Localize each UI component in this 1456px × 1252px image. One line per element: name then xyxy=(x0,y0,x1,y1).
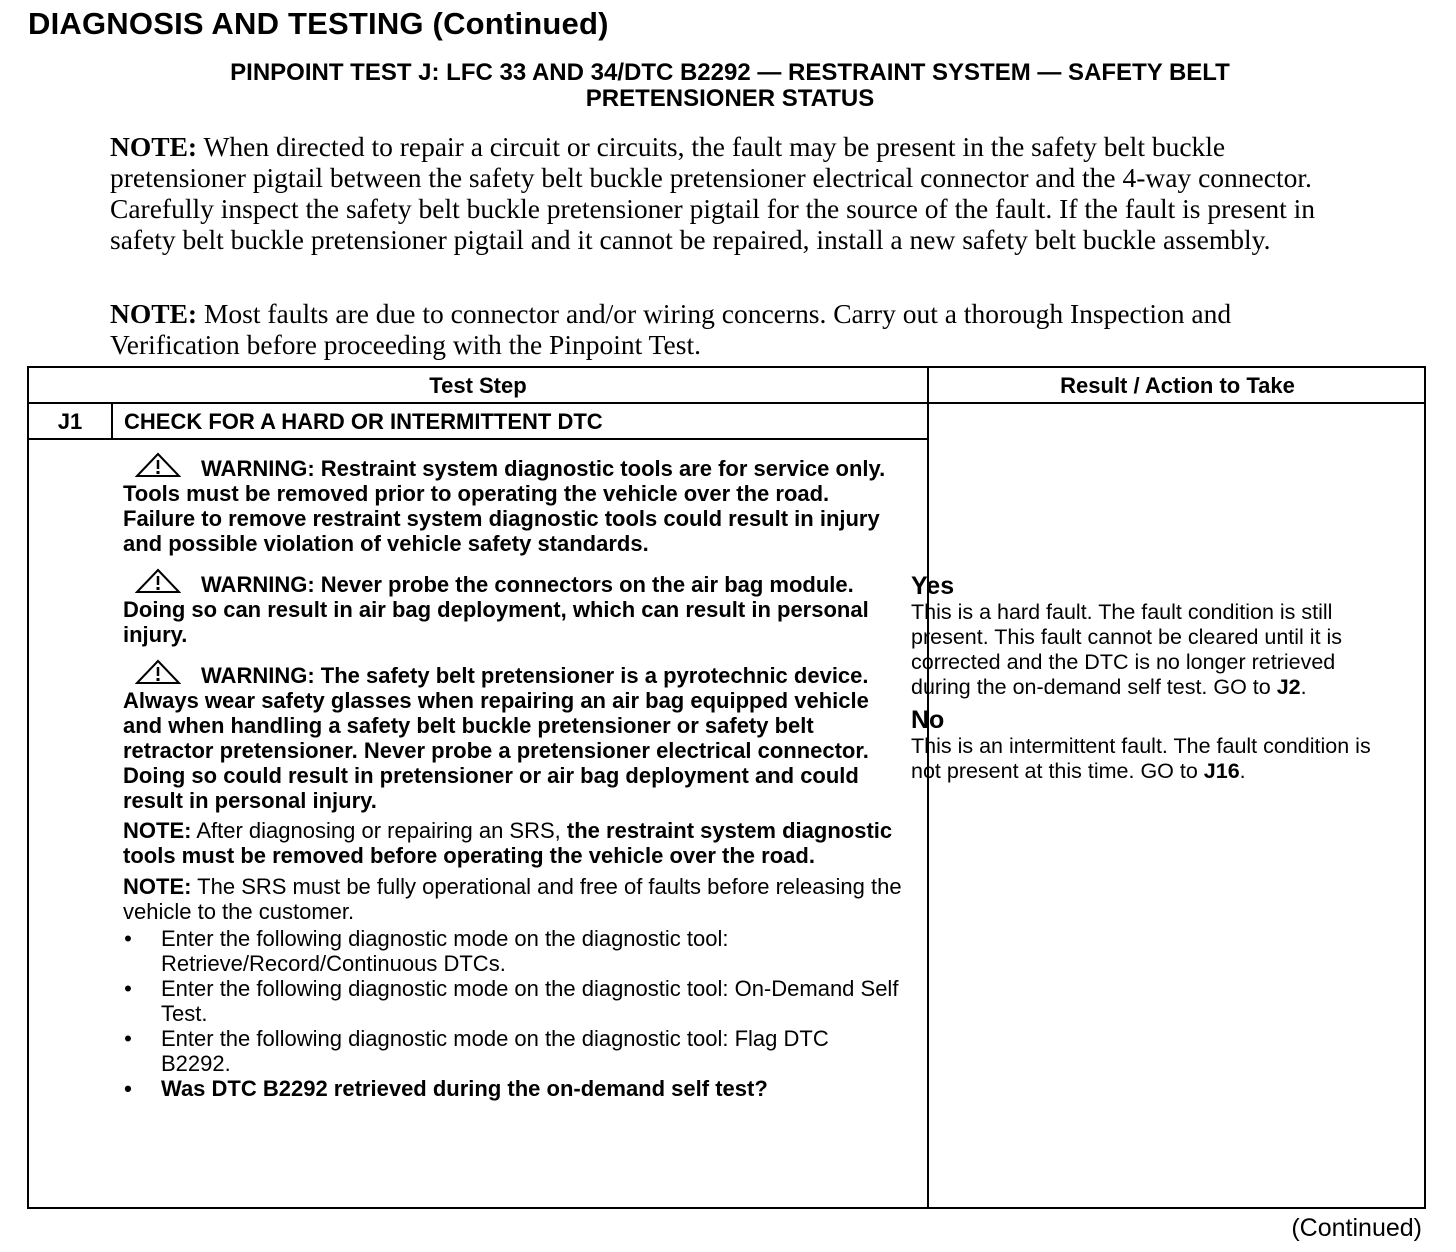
goto-j16-link[interactable]: J16 xyxy=(1203,759,1240,783)
note-connector-concerns xyxy=(110,298,1350,360)
column-header-result: Result / Action to Take xyxy=(1060,373,1295,398)
note-label: NOTE: xyxy=(110,298,198,329)
warning-text: WARNING: The safety belt pretensioner is a pyrotechnic device. Always wear safety glasses when repairing an air bag equipped vehicle and when handling a safety belt buckle pretensioner or safety belt retractor pretensioner. Never probe a pretensioner electrical connector. Doing so could result in pretensioner or air bag deployment and could result in personal injury. xyxy=(123,663,869,813)
step-id: J1 xyxy=(57,409,83,434)
note-repair-circuit xyxy=(110,131,1350,255)
note-label: NOTE: xyxy=(123,874,192,899)
warning-probe-connectors xyxy=(123,568,903,647)
warning-triangle-icon xyxy=(135,659,181,685)
note-text: When directed to repair a circuit or circuits, the fault may be present in the safety belt buckle pretensioner pigtail between the safety belt buckle pretensioner electrical connector and the 4-way connector. Carefully inspect the safety belt buckle pretensioner pigtail for the source of the fault. If the fault is present in safety belt buckle pretensioner pigtail and it cannot be repaired, install a new safety belt buckle assembly. xyxy=(110,131,1316,255)
test-title-line1: PINPOINT TEST J: LFC 33 AND 34/DTC B2292 — RESTRAINT SYSTEM — SAFETY BELT xyxy=(230,59,1230,86)
bullet-icon: • xyxy=(124,1026,132,1051)
instruction-text: Enter the following diagnostic mode on the diagnostic tool: On-Demand Self Test. xyxy=(161,976,899,1026)
step-body xyxy=(123,452,903,1101)
warning-triangle-icon xyxy=(135,452,181,478)
bullet-icon: • xyxy=(124,926,132,951)
answer-yes-label: Yes xyxy=(911,572,955,600)
test-title-line2: PRETENSIONER STATUS xyxy=(585,85,875,112)
answer-no-text xyxy=(911,734,1395,784)
pinpoint-test-title xyxy=(60,60,1400,112)
step-id-divider xyxy=(111,402,113,440)
list-item xyxy=(123,976,903,1026)
answer-yes-text xyxy=(911,600,1395,700)
note-text: The SRS must be fully operational and free of faults before releasing the vehicle to the customer. xyxy=(123,874,902,924)
goto-j2-link[interactable]: J2 xyxy=(1276,675,1301,699)
warning-text: WARNING: Never probe the connectors on the air bag module. Doing so can result in air bag deployment, which can result in personal injury. xyxy=(123,572,869,647)
column-header-test-step: Test Step xyxy=(429,373,527,398)
bullet-icon: • xyxy=(124,976,132,1001)
answer-no-label: No xyxy=(911,706,945,734)
note-text-bold: the restraint system diagnostic tools must be removed before operating the vehicle over the road. xyxy=(123,818,893,868)
list-item xyxy=(123,1026,903,1076)
continued-label: (Continued) xyxy=(1291,1214,1422,1242)
period: . xyxy=(1300,675,1307,699)
step-note-remove-tools xyxy=(123,818,903,868)
note-label: NOTE: xyxy=(123,818,192,843)
note-text: After diagnosing or repairing an SRS, xyxy=(191,818,567,843)
warning-pyrotechnic xyxy=(123,659,903,813)
warning-triangle-icon xyxy=(135,568,181,594)
warning-diagnostic-tools xyxy=(123,452,903,556)
list-item xyxy=(123,926,903,976)
instruction-text: Enter the following diagnostic mode on the diagnostic tool: Flag DTC B2292. xyxy=(161,1026,829,1076)
result-actions xyxy=(911,572,1395,790)
answer-no-description: This is an intermittent fault. The fault condition is not present at this time. GO to xyxy=(911,734,1371,783)
instruction-text: Enter the following diagnostic mode on the diagnostic tool: Retrieve/Record/Continuous DTCs. xyxy=(161,926,729,976)
step-instructions xyxy=(123,926,903,1101)
warning-text: WARNING: Restraint system diagnostic tools are for service only. Tools must be removed prior to operating the vehicle over the road. Failure to remove restraint system diagnostic tools could result in injury and possible violation of vehicle safety standards. xyxy=(123,456,886,556)
step-title: CHECK FOR A HARD OR INTERMITTENT DTC xyxy=(124,409,603,434)
answer-yes-description: This is a hard fault. The fault condition is still present. This fault cannot be cleared until it is corrected and the DTC is no longer retrieved during the on-demand self test. GO to xyxy=(911,600,1343,699)
note-text: Most faults are due to connector and/or wiring concerns. Carry out a thorough Inspection and Verification before proceeding with the Pinpoint Test. xyxy=(110,298,1232,360)
list-item-question xyxy=(123,1076,903,1101)
question-text: Was DTC B2292 retrieved during the on-demand self test? xyxy=(161,1076,768,1101)
page-title: DIAGNOSIS AND TESTING (Continued) xyxy=(28,6,609,41)
step-note-srs-operational xyxy=(123,874,903,924)
bullet-icon: • xyxy=(124,1076,132,1101)
period: . xyxy=(1239,759,1246,783)
note-label: NOTE: xyxy=(110,131,198,162)
